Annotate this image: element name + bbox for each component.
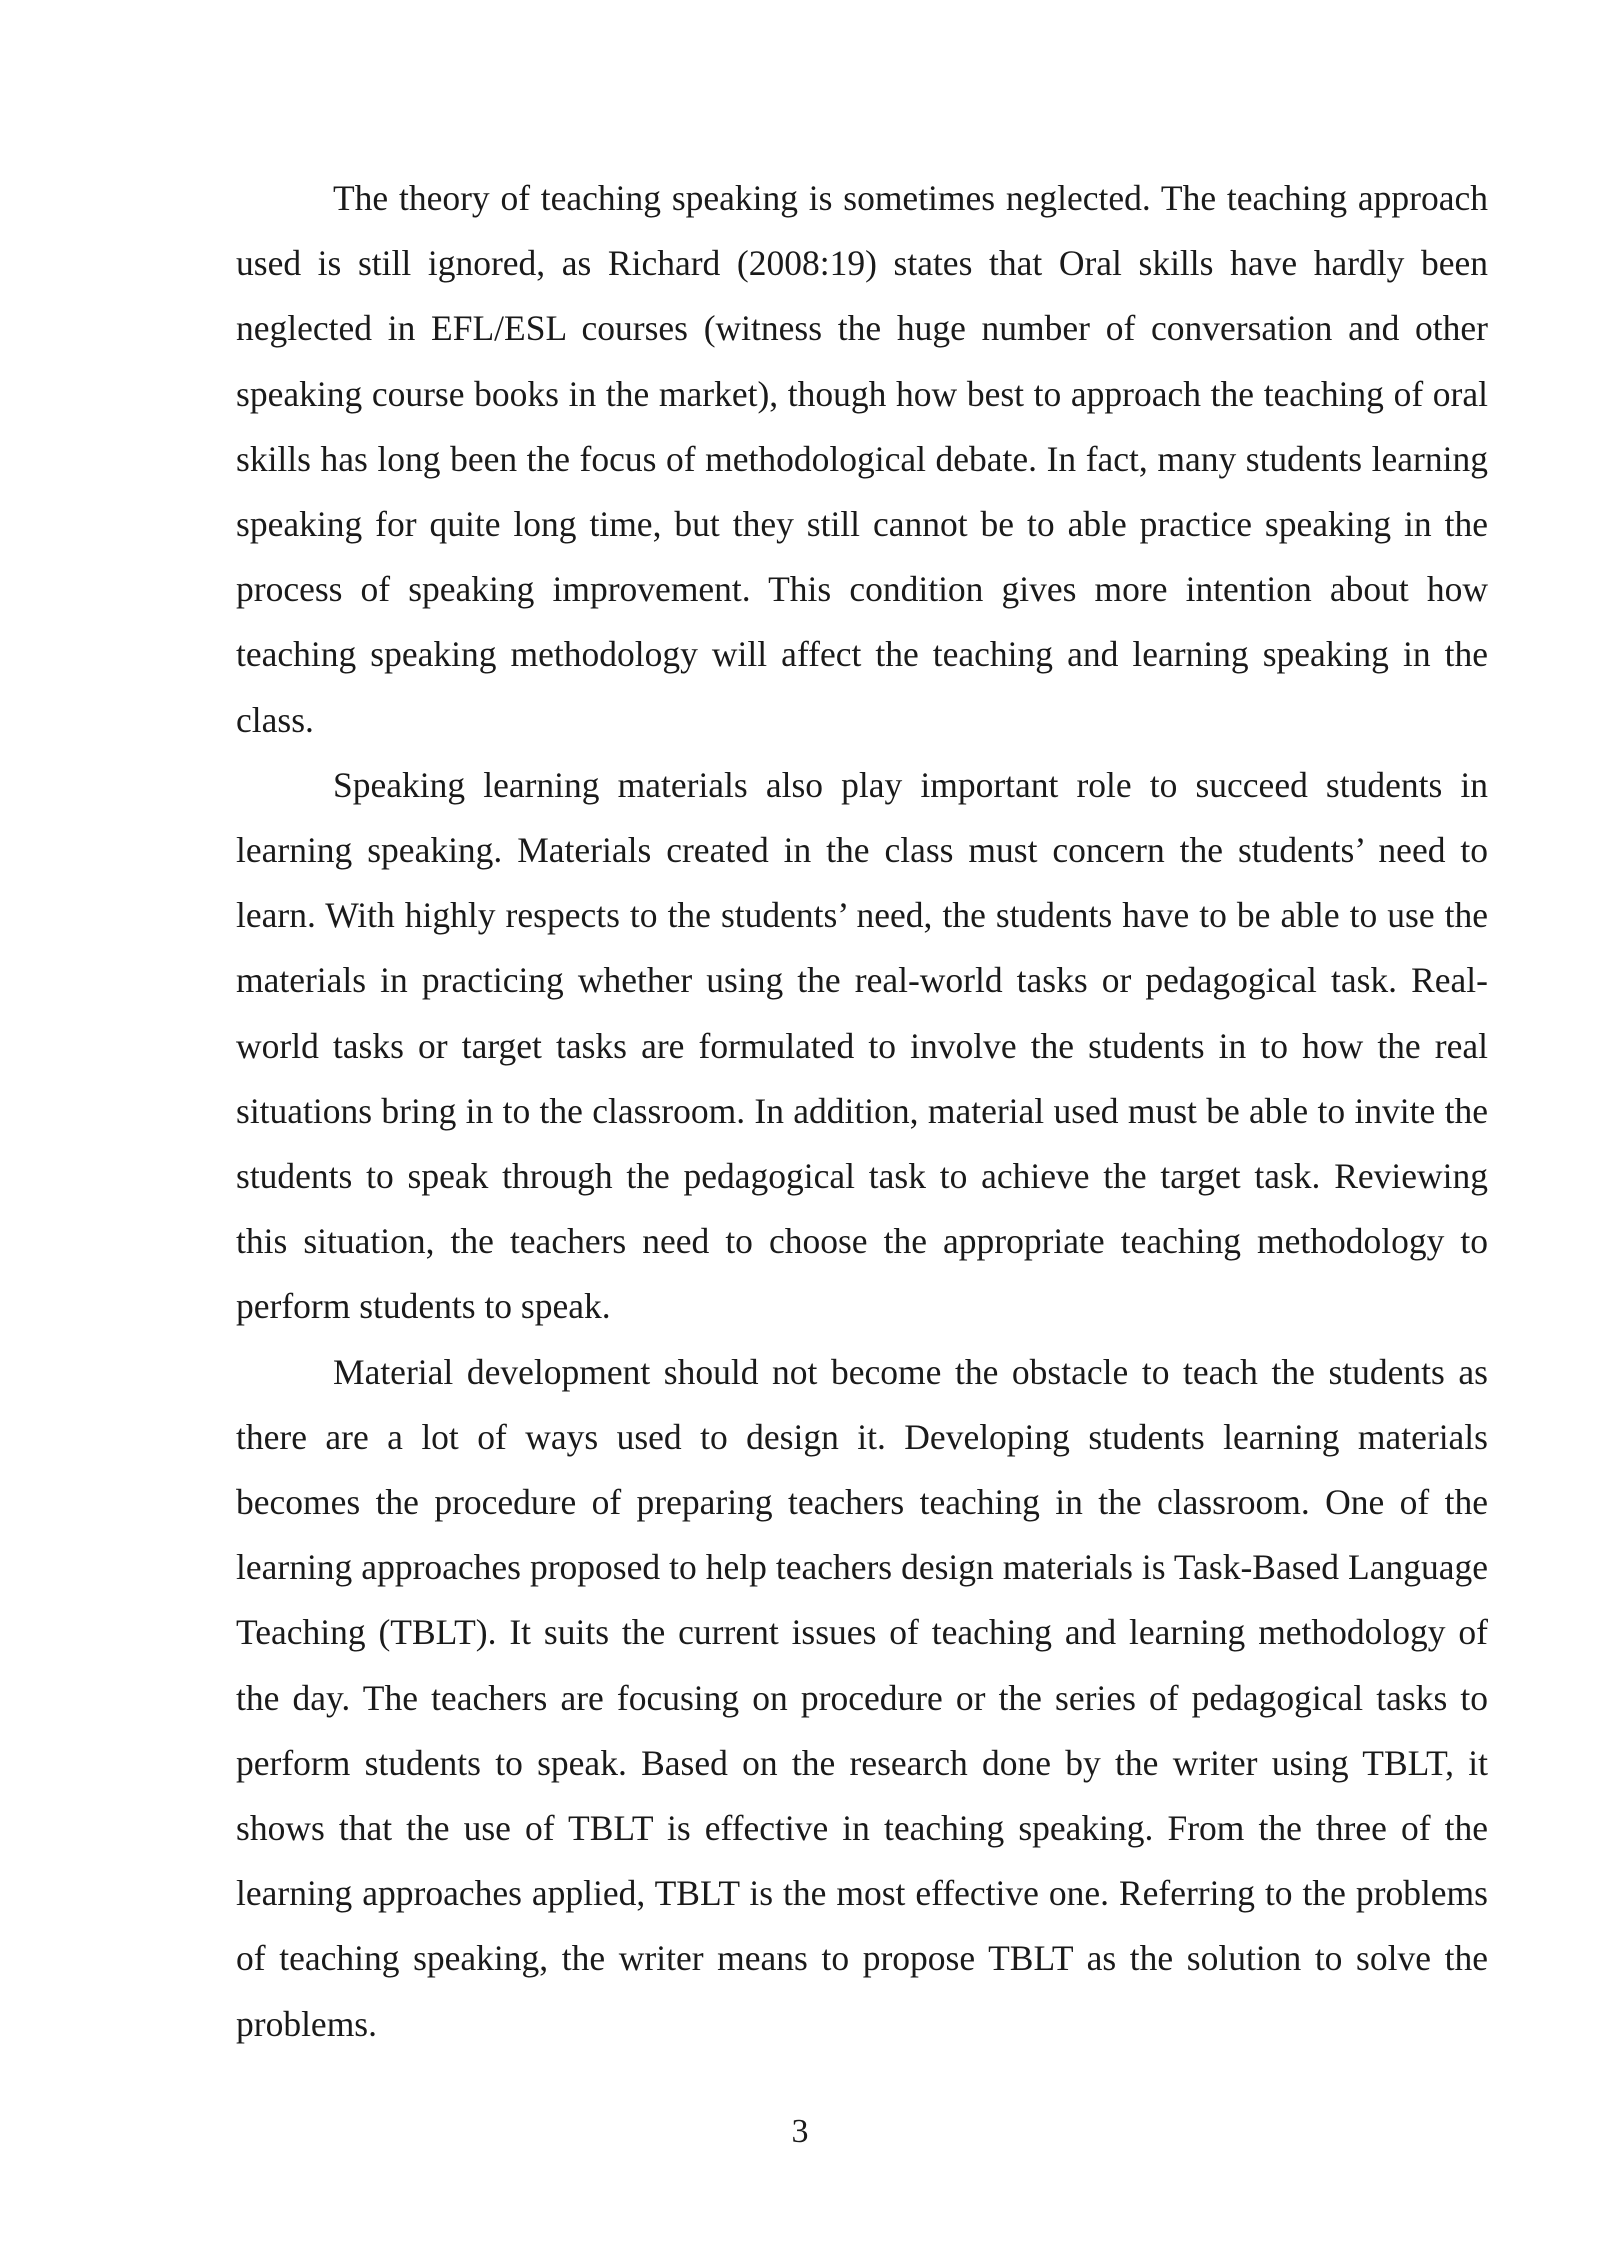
paragraph-1: The theory of teaching speaking is sometimes neglected. The teaching approach used is still ignored, as Richard (2008:19) states that Oral skills have hardly been neglected in EFL/ESL courses (witness the huge number of conversation and other speaking course books in the market), though how best to approach the teaching of oral skills has long been the focus of methodological debate. In fact, many students learning speaking for quite long time, but they still cannot be to able practice speaking in the process of speaking improvement. This condition gives more intention about how teaching speaking methodology will affect the teaching and learning speaking in the class.: [236, 178, 1488, 740]
paragraph-2: Speaking learning materials also play important role to succeed students in learning speaking. Materials created in the class must concern the students’ need to learn. With highly respects to the students’ need, the students have to be able to use the materials in practicing whether using the real-world tasks or pedagogical task. Real-world tasks or target tasks are formulated to involve the students in to how the real situations bring in to the classroom. In addition, material used must be able to invite the students to speak through the pedagogical task to achieve the target task. Reviewing this situation, the teachers need to choose the appropriate teaching methodology to perform students to speak.: [236, 764, 1488, 1327]
paragraph-3: Material development should not become the obstacle to teach the students as there are a lot of ways used to design it. Developing students learning materials becomes the procedure of preparing teachers teaching in the classroom. One of the learning approaches proposed to help teachers design materials is Task-Based Language Teaching (TBLT). It suits the current issues of teaching and learning methodology of the day. The teachers are focusing on procedure or the series of pedagogical tasks to perform students to speak. Based on the research done by the writer using TBLT, it shows that the use of TBLT is effective in teaching speaking. From the three of the learning approaches applied, TBLT is the most effective one. Referring to the problems of teaching speaking, the writer means to propose TBLT as the solution to solve the problems.: [236, 1351, 1488, 2044]
page-number: 3: [791, 2113, 809, 2150]
body-text: [236, 166, 1488, 2057]
